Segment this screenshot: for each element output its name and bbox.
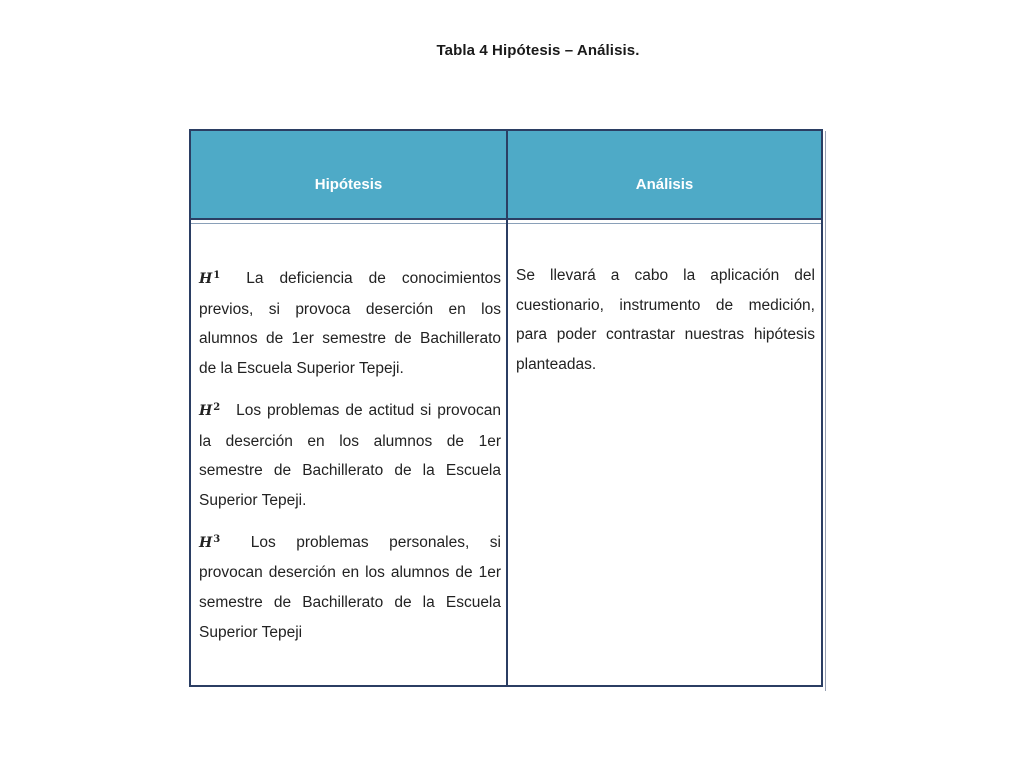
hypothesis-1-label: $H^1$ — [199, 270, 221, 287]
header-hipotesis: Hipótesis — [314, 176, 383, 193]
hypothesis-2-text: Los problemas de actitud si provocan la deserción en los alumnos de 1er semestre de Bachillerato de la Escuela Superior Tepeji. — [199, 401, 501, 509]
hypothesis-2 — [199, 393, 501, 516]
hypothesis-2-label: $H^2$ — [199, 401, 221, 419]
hypothesis-3-text: Los problemas personales, si provocan deserción en los alumnos de 1er semestre de Bachillerato de la Escuela Superior Tepeji — [199, 533, 501, 641]
header-analisis: Análisis — [635, 176, 694, 193]
analysis-cell — [516, 261, 815, 389]
analysis-text: Se llevará a cabo la aplicación del cuestionario, instrumento de medición, para poder contrastar nuestras hipótesis planteadas. — [516, 267, 815, 374]
hypothesis-1 — [199, 261, 501, 384]
hypothesis-3 — [199, 525, 501, 648]
hypotheses-cell — [199, 261, 501, 656]
table-caption: Tabla 4 Hipótesis – Análisis. — [436, 42, 640, 59]
hypothesis-analysis-table — [189, 129, 823, 687]
hypothesis-1-text: La deficiencia de conocimientos previos, si provoca deserción en los alumnos de 1er semestre de Bachillerato de la Escuela Superior Tepeji. — [199, 270, 501, 378]
column-divider — [506, 131, 508, 685]
hypothesis-3-label: $H^3$ — [199, 533, 221, 551]
